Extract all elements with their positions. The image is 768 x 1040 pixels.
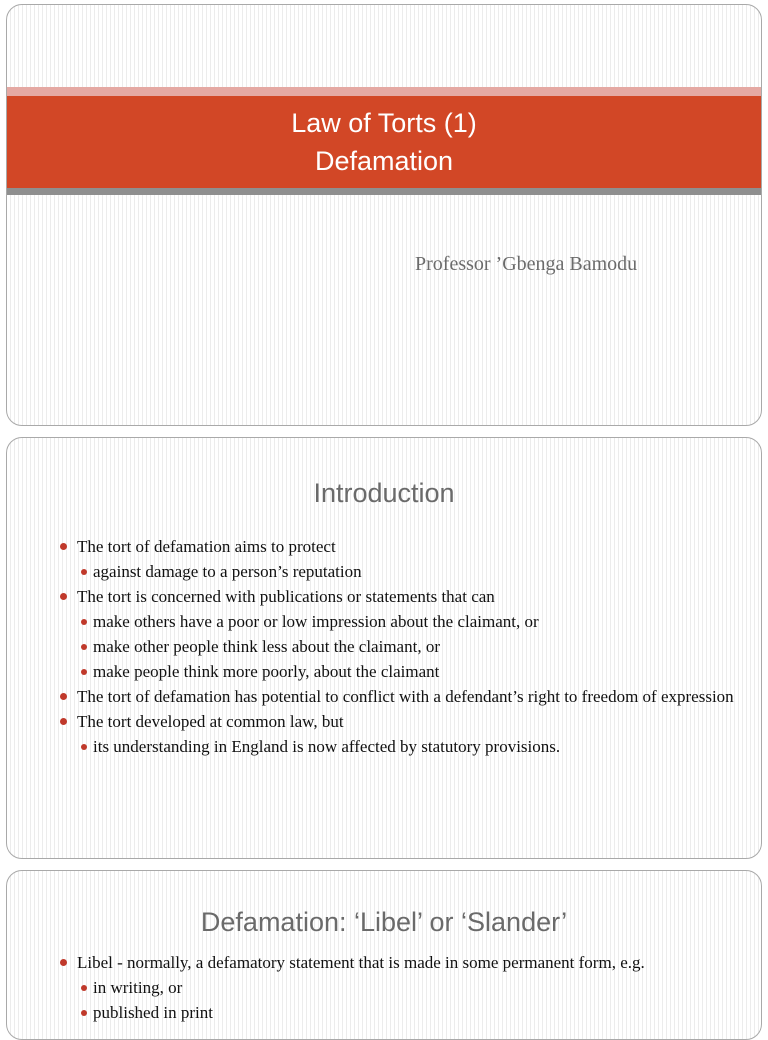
- sub-bullet-item: make other people think less about the claimant, or: [7, 635, 741, 658]
- bullet-icon: [81, 619, 87, 625]
- title-band-bottom-stripe: [7, 188, 761, 195]
- bullet-icon: [60, 959, 67, 966]
- libel-slander-slide: [6, 870, 762, 1040]
- bullet-icon: [60, 593, 67, 600]
- bullet-list: [7, 951, 741, 1026]
- bullet-icon: [81, 644, 87, 650]
- slide-heading: Defamation: ‘Libel’ or ‘Slander’: [200, 907, 568, 937]
- title-band-main: [7, 96, 761, 188]
- bullet-icon: [81, 669, 87, 675]
- sub-bullet-item: make people think more poorly, about the claimant: [7, 660, 741, 683]
- sub-bullet-item: in writing, or: [7, 976, 741, 999]
- bullet-item: The tort is concerned with publications or statements that can: [7, 585, 741, 608]
- bullet-item: The tort of defamation has potential to conflict with a defendant’s right to freedom of expression: [7, 685, 741, 708]
- bullet-icon: [81, 985, 87, 991]
- title-band: [7, 87, 761, 195]
- title-band-top-stripe: [7, 87, 761, 96]
- sub-bullet-item: published in print: [7, 1001, 741, 1024]
- bullet-item: The tort developed at common law, but: [7, 710, 741, 733]
- slide-title-line-1: Law of Torts (1): [291, 108, 477, 138]
- introduction-slide: [6, 437, 762, 859]
- slide-heading: Introduction: [313, 478, 455, 508]
- sub-bullet-item: make others have a poor or low impression about the claimant, or: [7, 610, 741, 633]
- bullet-list: [7, 535, 741, 760]
- sub-bullet-item: its understanding in England is now affected by statutory provisions.: [7, 735, 741, 758]
- bullet-icon: [81, 1010, 87, 1016]
- sub-bullet-item: against damage to a person’s reputation: [7, 560, 741, 583]
- bullet-icon: [81, 744, 87, 750]
- bullet-icon: [60, 718, 67, 725]
- bullet-icon: [60, 693, 67, 700]
- slide-title-line-2: Defamation: [314, 146, 454, 176]
- presenter-name: Professor ’Gbenga Bamodu: [415, 253, 638, 275]
- bullet-item: Libel - normally, a defamatory statement that is made in some permanent form, e.g.: [7, 951, 741, 974]
- bullet-item: The tort of defamation aims to protect: [7, 535, 741, 558]
- title-slide: [6, 4, 762, 426]
- bullet-icon: [60, 543, 67, 550]
- bullet-icon: [81, 569, 87, 575]
